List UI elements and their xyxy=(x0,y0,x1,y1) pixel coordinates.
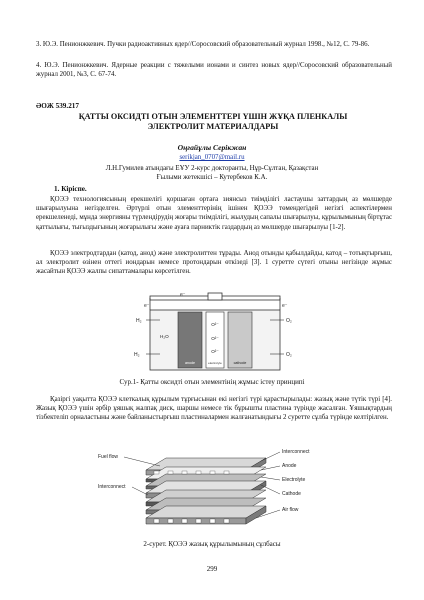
label-electrolyte: Electrolyte xyxy=(282,477,306,483)
stack-layers xyxy=(146,458,266,524)
paragraph-3: Қазіргі уақытта ҚОЭЭ клеткалық құрылым тұрғысынан екі негізгі түрі қарастырылады: жазық және түтік түрі [4]. Жазық ҚОЭЭ үшін әрбір ұяшық жалпақ диск, шаршы немесе тік бұрышты пластина түрінде жасалған. Ұяшықтардың тізбектеліп орналастыны және байланыстырғыш пластиналармен жалғанатындығы 2 суретте сұлба түрінде келтірілген. xyxy=(36,396,392,422)
author-name: Оңғайұлы Серікжан xyxy=(177,143,247,152)
paragraph-2: ҚОЭЭ электродтардан (катод, анод) және электролиттен тұрады. Анод отынды қабылдайды, катод – тотықтырғыш, ал электролит өзінен оттегі иондарын немесе протондарын өткізеді [3]. 1 суретте сүтегі отыны негізінде жұмыс жасайтын ҚОЭЭ жалпы сипаттамалары көрсетілген. xyxy=(36,250,392,276)
load-resistor xyxy=(208,293,222,300)
label-fuel-out: H₂ xyxy=(134,352,140,358)
label-air-in: O₂ xyxy=(286,318,292,324)
interconnect-right-pointer xyxy=(261,452,280,461)
section-heading: 1. Кіріспе. xyxy=(54,185,87,193)
label-water-out: H₂O xyxy=(160,334,169,339)
interconnect-left-pointer xyxy=(132,487,148,495)
article-title-line-1: ҚАТТЫ ОКСИДТІ ОТЫН ЭЛЕМЕНТТЕРІ ҮШІН ЖҰҚА ПЛЕНКАЛЫ xyxy=(78,112,348,121)
cathode-pointer xyxy=(261,485,280,494)
label-cathode: Cathode xyxy=(282,491,301,497)
label-oxygen-ion-3: O²⁻ xyxy=(211,349,219,354)
label-electron-top: e⁻ xyxy=(180,292,186,298)
page-number: 299 xyxy=(206,565,218,573)
figure-1-caption: Сур.1- Қатты оксидті отын элементінің жұмыс істеу принципі xyxy=(119,378,305,386)
affiliation-line-2: Ғылыми жетекшісі – Кутербеков К.А. xyxy=(156,174,268,181)
label-electron-right: e⁻ xyxy=(282,303,288,309)
udk-code: ӘОЖ 539.217 xyxy=(36,102,79,110)
label-air-flow: Air flow xyxy=(282,507,299,513)
cathode-layer xyxy=(228,312,252,368)
label-fuel-flow: Fuel flow xyxy=(98,454,119,460)
article-title-line-2: ЭЛЕКТРОЛИТ МАТЕРИАЛДАРЫ xyxy=(147,122,279,131)
label-fuel-in: H₂ xyxy=(136,318,142,324)
anode-layer xyxy=(178,312,202,368)
author-email-link[interactable]: serikjan_0707@mail.ru xyxy=(179,154,245,161)
reference-3: 3. Ю.Э. Пенионжкевич. Пучки радиоактивных ядер//Соросовский образовательный журнал 1998., №12, С. 79-86. xyxy=(36,41,370,48)
figure-2-planar-sofc-stack xyxy=(96,448,332,536)
affiliation-line-1: Л.Н.Гумилев атындағы ЕҰУ 2-курс докторанты, Нұр-Сұлтан, Қазақстан xyxy=(105,165,319,172)
label-oxygen-ion-2: O²⁻ xyxy=(211,336,219,341)
electrolyte-pointer xyxy=(261,477,280,480)
label-interconnect-left: Interconnect xyxy=(98,484,126,490)
label-anode: Anode xyxy=(282,463,297,469)
figure-1-sofc-principle xyxy=(120,290,320,373)
label-air-out: O₂ xyxy=(286,352,292,358)
reference-4: 4. Ю.Э. Пенионжкевич. Ядерные реакции с тяжелыми ионами и синтез новых ядер//Соросовский образовательный журнал 2001, №3, С. 67-74. xyxy=(36,62,392,79)
label-interconnect-right: Interconnect xyxy=(282,449,310,455)
label-oxygen-ion-1: O²⁻ xyxy=(211,322,219,327)
paragraph-1: ҚОЭЭ технологиясының ерекшелігі қоршаған ортаға зиянсыз тиімділігі ластаушы заттардың аз мөлшерде шығарылуына негізделген. Әртүрлі отын элементтерінің ішінен ҚОЭЭ төмендегідей негізгі аспектілермен ерекшеленеді, мұнда энергияны түрлендірудің жоғары тиімділігі, жылудың сапалы шығарылуы, құрылымының біртұтас қаттылығы, тығыздығының жоғарылығы және ауаға парниктік газдардың аз мөлшерде шығарылуы [1-2]. xyxy=(36,196,392,231)
electrolyte-label: electrolyte xyxy=(208,361,222,365)
cathode-label: cathode xyxy=(233,361,247,365)
label-electron-left: e⁻ xyxy=(144,303,150,309)
anode-label: anode xyxy=(185,361,195,365)
figure-2-caption: 2-сурет. ҚОЭЭ жазық құрылымының сұлбасы xyxy=(143,540,281,548)
fuel-flow-arrow xyxy=(124,457,160,466)
